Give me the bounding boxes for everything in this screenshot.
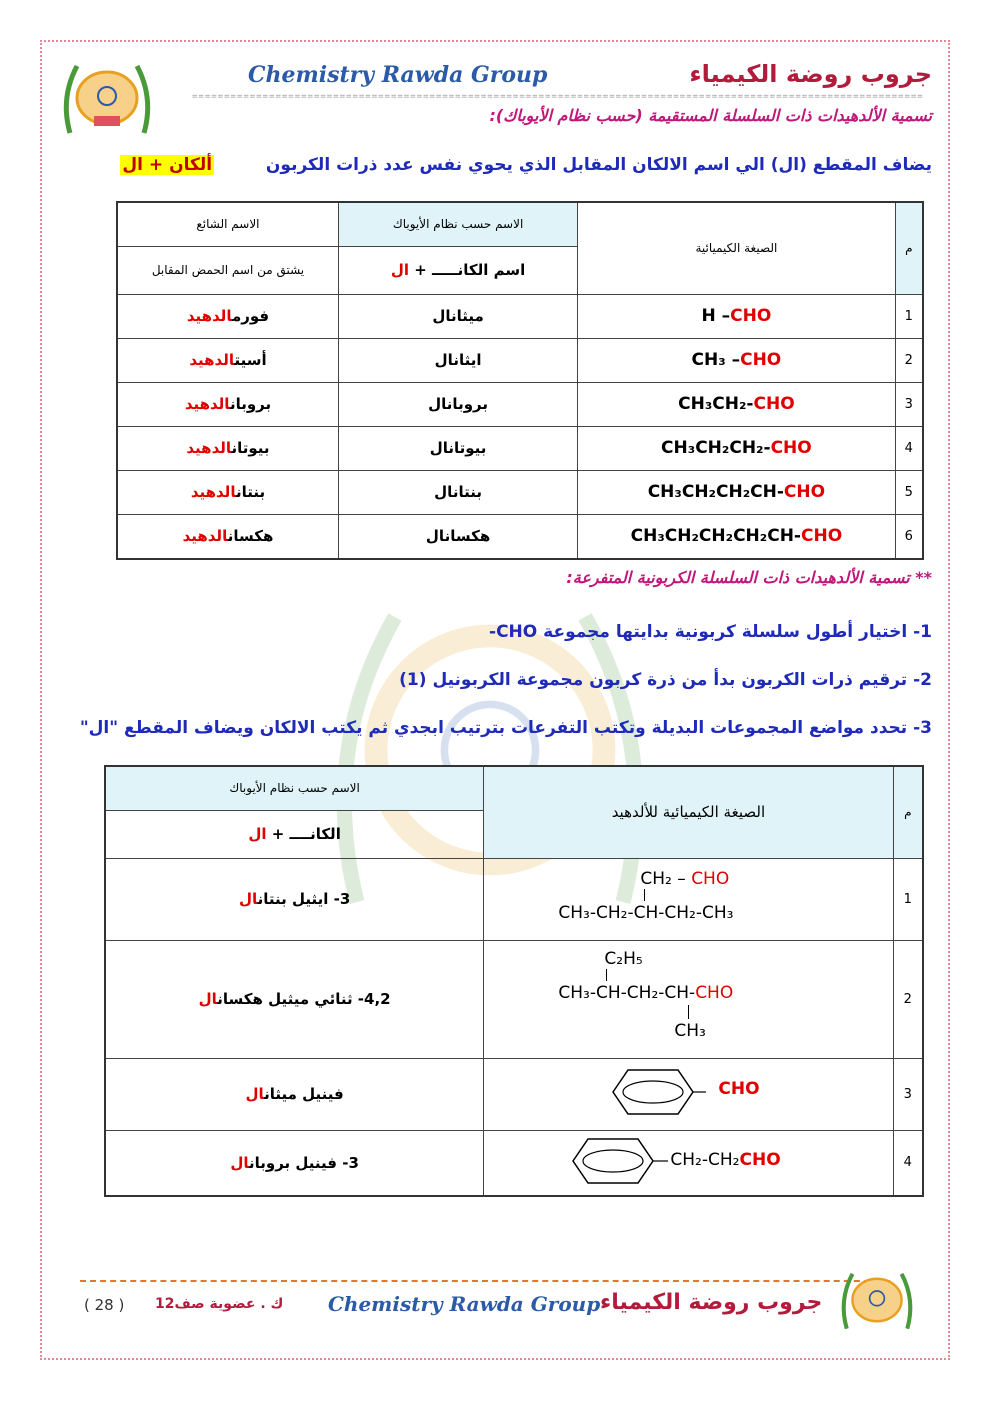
formula-cell <box>578 294 895 338</box>
row-number: 5 <box>895 470 923 514</box>
t2-iupac-rule-b: ال <box>248 825 267 843</box>
iupac-name: بنتانال <box>338 470 577 514</box>
common-base: هكسان <box>227 527 274 546</box>
common-base: بنتان <box>235 483 266 501</box>
common-suffix: الدهيد <box>186 307 232 325</box>
common-suffix: الدهيد <box>189 351 235 369</box>
row-number: 2 <box>893 940 923 1058</box>
name-suffix: ال <box>230 1153 249 1172</box>
footer-brand-english: Chemistry Rawda Group <box>328 1292 601 1316</box>
formula-base: H – <box>701 306 731 326</box>
cho-group: CHO <box>770 438 812 458</box>
table-row <box>117 294 923 338</box>
col-header-common: الاسم الشائع <box>117 202 338 246</box>
main-chain: CH₃-CH₂-CH-CH₂-CH₃ <box>558 903 734 923</box>
alkyl-chain: CH₂-CH₂ <box>670 1149 740 1170</box>
step-1: 1- اختيار أطول سلسلة كربونية بدايتها مجموعة CHO- <box>489 622 932 642</box>
name-base: 3- فينيل بروبان <box>249 1153 359 1172</box>
common-base: بروبان <box>229 395 272 413</box>
common-base: بيوتان <box>231 439 270 457</box>
iupac-name: بيوتانال <box>338 426 577 470</box>
common-name <box>117 338 338 382</box>
page-number: ( 28 ) <box>84 1296 125 1314</box>
benzene-ring <box>558 1136 670 1186</box>
formula-base: CH₃CH₂- <box>678 394 754 414</box>
section2-title: ** تسمية الألدهيدات ذات السلسلة الكربونية المتفرعة: <box>566 568 932 587</box>
name-base: 3- ايثيل بنتان <box>257 890 351 908</box>
common-suffix: الدهيد <box>186 439 232 457</box>
t2-col-header-num: م <box>893 766 923 858</box>
intro-text <box>120 155 932 175</box>
formula-base: CH₃CH₂CH₂- <box>661 438 771 458</box>
iupac-rule <box>338 246 577 294</box>
col-header-num: م <box>895 202 923 294</box>
brand-arabic: جروب روضة الكيمياء <box>689 60 932 88</box>
straight-chain-table <box>116 201 924 560</box>
iupac-name: هكسانال <box>338 514 577 559</box>
name-base: 4,2- ثنائي ميثيل هكسان <box>217 990 391 1008</box>
formula-cell <box>578 338 895 382</box>
branch-ethyl: C₂H₅ <box>604 949 643 969</box>
divider: ================================================================================================================== <box>192 92 924 102</box>
name-cell <box>105 940 484 1058</box>
common-name <box>117 382 338 426</box>
formula-base: CH₃CH₂CH₂CH₂CH- <box>630 526 801 547</box>
table-row <box>105 1130 923 1196</box>
footer-divider <box>80 1280 890 1282</box>
intro-rule: ألكان + ال <box>122 155 213 175</box>
cho-group: CHO <box>730 306 772 326</box>
common-suffix: الدهيد <box>182 527 228 546</box>
step-2: 2- ترقيم ذرات الكربون بدأ من ذرة كربون مجموعة الكربونيل (1) <box>399 670 932 690</box>
iupac-rule-a: اسم الكانـــــ <box>432 261 526 279</box>
row-number: 3 <box>893 1058 923 1130</box>
common-base: فورم <box>231 307 270 325</box>
formula-cell <box>484 1130 893 1196</box>
cho-group: CHO <box>691 869 730 889</box>
main-chain: CH₃-CH-CH₂-CH- <box>558 983 696 1003</box>
cho-group: CHO <box>695 983 734 1003</box>
row-number: 1 <box>895 294 923 338</box>
table-row <box>117 338 923 382</box>
branched-chain-table <box>104 765 924 1197</box>
logo <box>52 58 162 138</box>
col-header-formula: الصيغة الكيميائية <box>578 202 895 294</box>
table-row <box>117 382 923 426</box>
formula-cell <box>578 470 895 514</box>
step-3: 3- تحدد مواضع المجموعات البديلة وتكتب التفرعات بترتيب ابجدي ثم يكتب الالكان ويضاف المقطع "ال" <box>79 718 932 738</box>
benzene-ring <box>598 1067 708 1117</box>
cho-group: CHO <box>739 1149 781 1170</box>
cho-group: CHO <box>800 526 843 547</box>
iupac-name: ايثانال <box>338 338 577 382</box>
row-number: 4 <box>895 426 923 470</box>
row-number: 3 <box>895 382 923 426</box>
common-suffix: الدهيد <box>190 483 236 501</box>
common-name <box>117 294 338 338</box>
course-label: ك . عضوية صف12 <box>155 1296 284 1312</box>
row-number: 6 <box>895 514 923 559</box>
brand-english: Chemistry Rawda Group <box>248 62 548 88</box>
iupac-name: ميثانال <box>338 294 577 338</box>
common-name <box>117 470 338 514</box>
formula-cell <box>484 1058 893 1130</box>
branch-group: CH₂ – <box>640 869 686 889</box>
iupac-name: بروبانال <box>338 382 577 426</box>
footer-brand-arabic: جروب روضة الكيمياء <box>600 1290 823 1315</box>
name-cell <box>105 1130 484 1196</box>
section-title: تسمية الألدهيدات ذات السلسلة المستقيمة (حسب نظام الأيوباك): <box>489 106 932 125</box>
iupac-rule-b: + <box>409 261 427 279</box>
common-suffix: الدهيد <box>184 395 230 413</box>
cho-group: CHO <box>783 482 826 502</box>
cho-group: CHO <box>740 350 782 370</box>
table-row <box>117 514 923 559</box>
table-row <box>117 426 923 470</box>
row-number: 2 <box>895 338 923 382</box>
branch-methyl: CH₃ <box>674 1021 706 1041</box>
iupac-rule-c: ال <box>390 261 409 279</box>
formula-base: CH₃CH₂CH₂CH- <box>647 482 784 502</box>
common-base: أسيت <box>234 351 267 369</box>
name-suffix: ال <box>245 1085 265 1103</box>
table-row <box>105 1058 923 1130</box>
t2-col-header-formula: الصيغة الكيميائية للألدهيد <box>484 766 893 858</box>
cho-group: CHO <box>718 1079 760 1099</box>
table-row <box>117 470 923 514</box>
formula-cell <box>484 940 893 1058</box>
name-suffix: ال <box>198 990 218 1008</box>
formula-cell <box>484 858 893 940</box>
table-row <box>105 940 923 1058</box>
formula-cell <box>578 514 895 559</box>
common-rule: يشتق من اسم الحمض المقابل <box>117 246 338 294</box>
formula-cell <box>578 426 895 470</box>
row-number: 1 <box>893 858 923 940</box>
name-base: فينيل ميثان <box>264 1085 344 1103</box>
intro-sentence: يضاف المقطع (ال) الي اسم الالكان المقابل الذي يحوي نفس عدد ذرات الكربون <box>265 155 932 175</box>
formula-cell <box>578 382 895 426</box>
footer-logo <box>832 1265 922 1335</box>
table-row <box>105 858 923 940</box>
t2-col-header-iupac: الاسم حسب نظام الأيوباك <box>105 766 484 810</box>
t2-iupac-rule <box>105 810 484 858</box>
name-cell <box>105 1058 484 1130</box>
row-number: 4 <box>893 1130 923 1196</box>
common-name <box>117 426 338 470</box>
formula-base: CH₃ – <box>691 350 741 370</box>
common-name <box>117 514 338 559</box>
name-suffix: ال <box>238 890 258 908</box>
cho-group: CHO <box>753 394 795 414</box>
t2-iupac-rule-a: الكانــــ + <box>266 825 341 843</box>
name-cell <box>105 858 484 940</box>
col-header-iupac: الاسم حسب نظام الأيوباك <box>338 202 577 246</box>
